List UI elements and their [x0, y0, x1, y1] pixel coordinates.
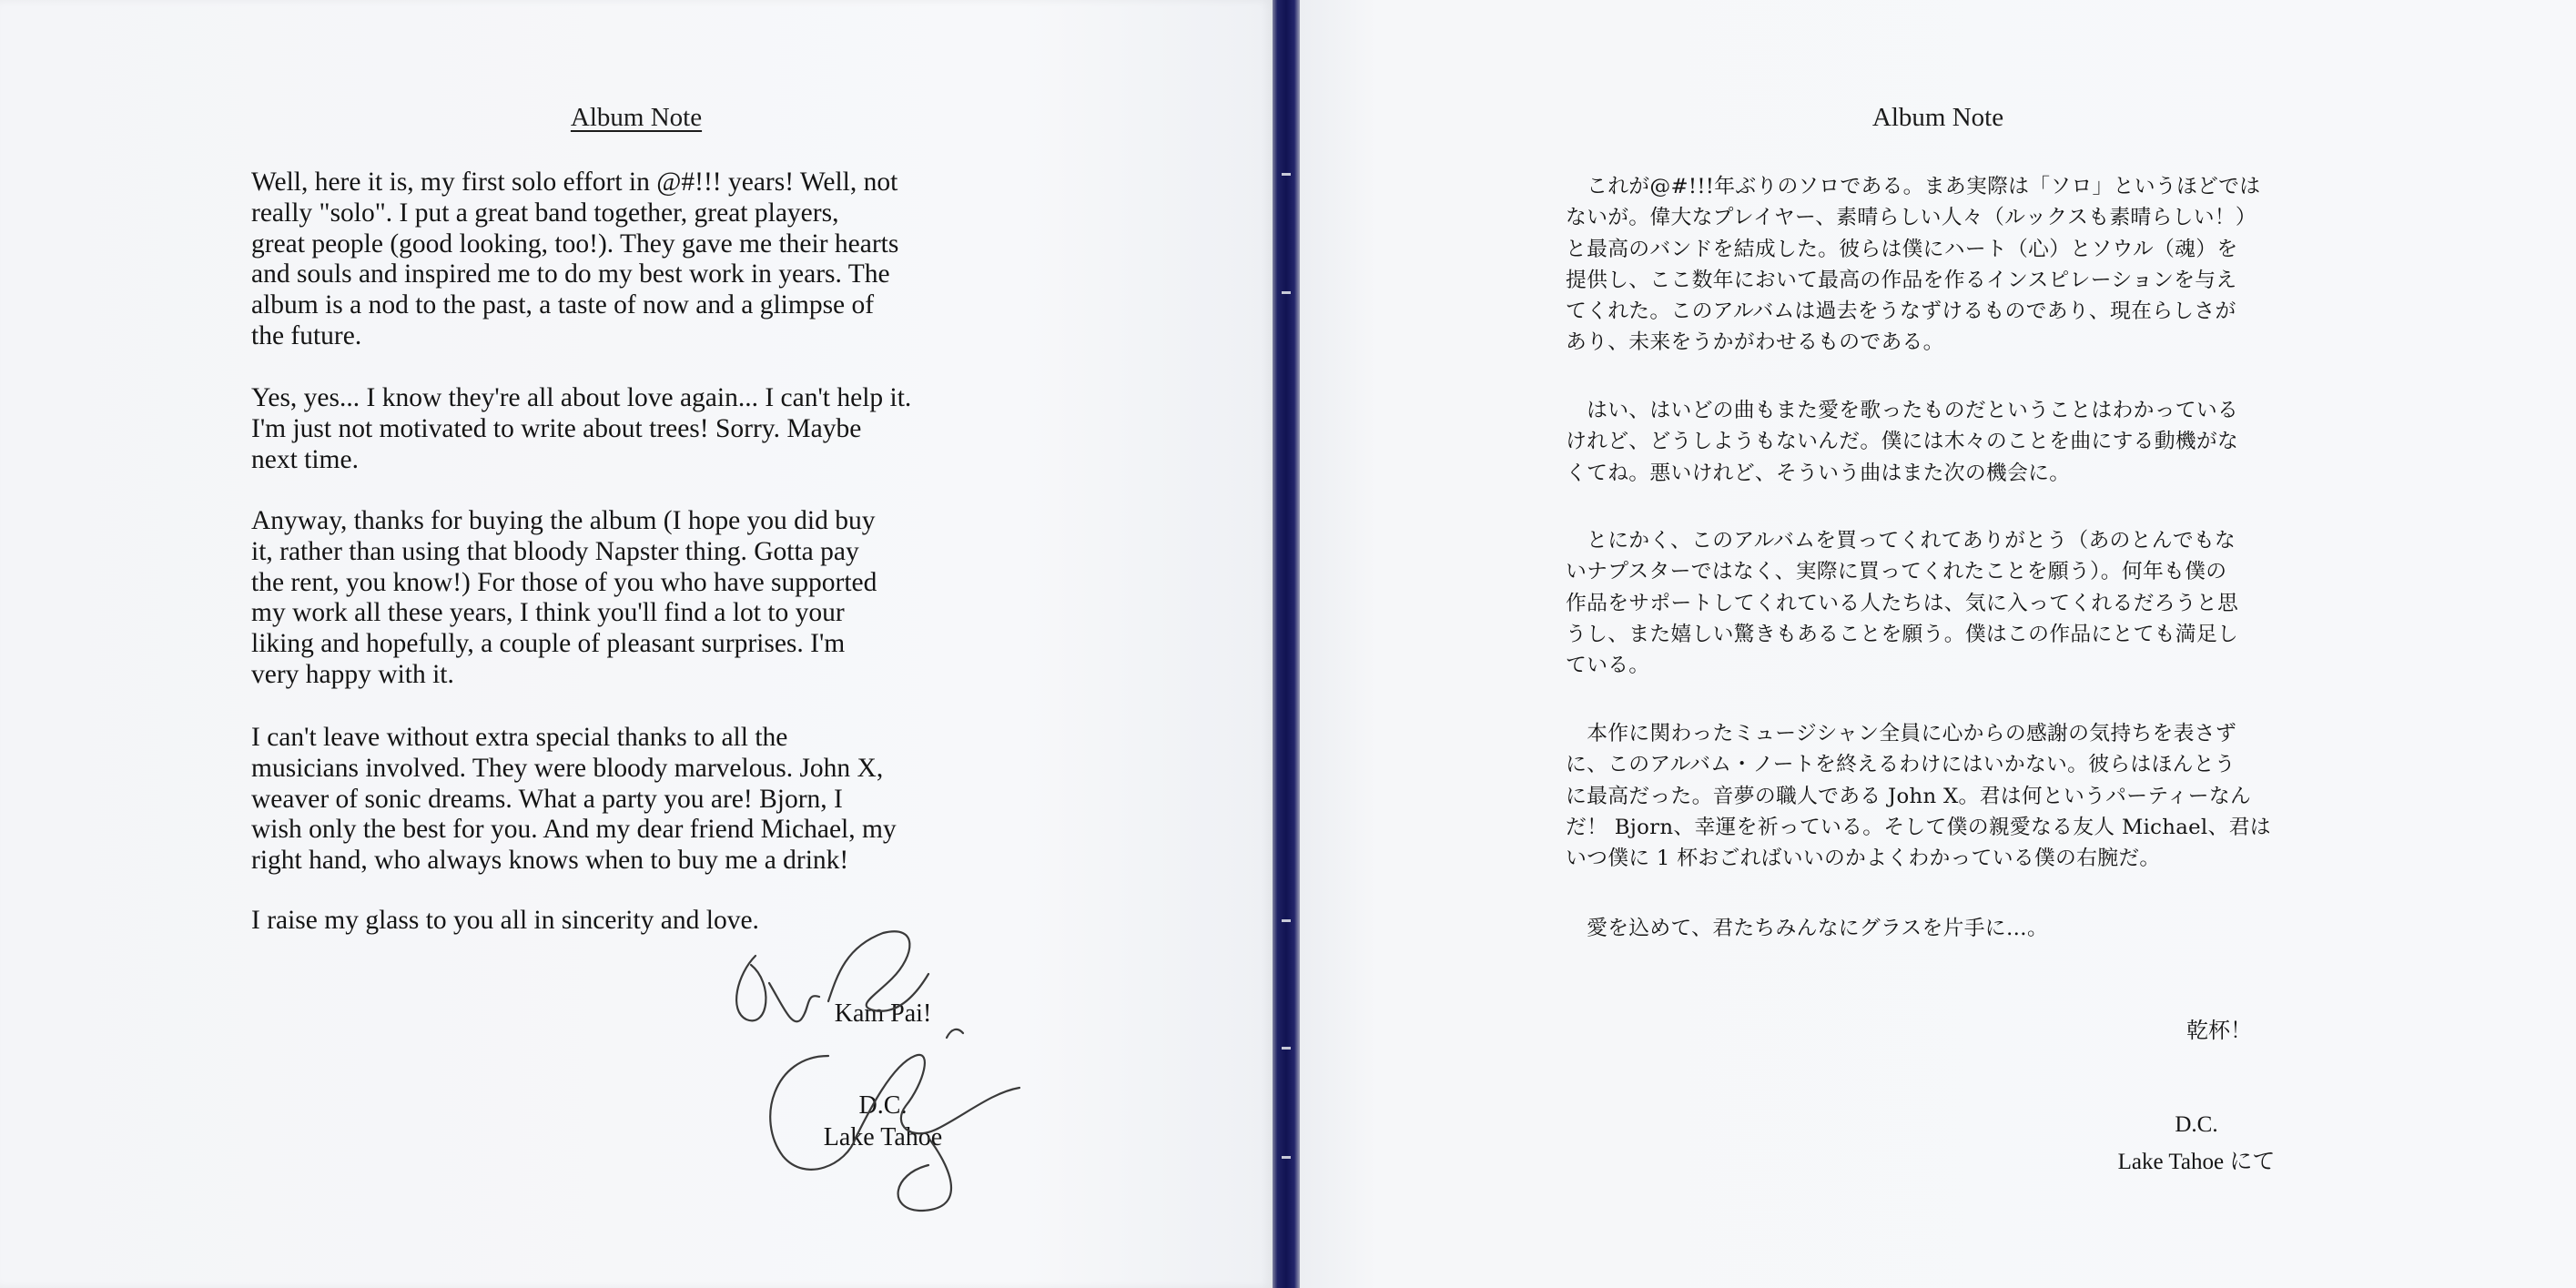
spine: [1273, 0, 1300, 1288]
spine-stitch: [1282, 919, 1291, 922]
english-paragraph-4: I can't leave without extra special thanks to all the musicians involved. They were bloody marvelous. John X, weaver of sonic dreams. What a party you are! Bjorn, I wish only the best for you. And my dear friend Michael, my right hand, who always knows when to buy me a drink!: [251, 723, 897, 876]
english-closing: Kam Pai!: [834, 999, 932, 1028]
english-paragraph-2: Yes, yes... I know they're all about love again... I can't help it. I'm just not motivated to write about trees! Sorry. Maybe next time.: [251, 383, 912, 474]
spine-stitch: [1282, 1156, 1291, 1159]
english-paragraph-3: Anyway, thanks for buying the album (I hope you did buy it, rather than using that bloody Napster thing. Gotta pay the rent, you know!) For those of you who have supported my work all these years, I think you'll find a lot to your liking and hopefully, a couple of pleasant surprises. I'm very happy with it.: [251, 506, 877, 689]
japanese-paragraph-1: これが@#!!!年ぶりのソロである。まあ実際は「ソロ」というほどでは ないが。偉大なプレイヤー、素晴らしい人々（ルックスも素晴らしい！） と最高のバンドを結成した。彼らは僕にハート（心）とソウル（魂）を 提供し、ここ数年において最高の作品を作るインスピレーションを与え てくれた。このアルバムは過去をうなずけるものであり、現在らしさが あり、未来をうかがわせるものである。: [1566, 175, 2261, 355]
english-initials: D.C.: [858, 1091, 908, 1120]
japanese-paragraph-3: とにかく、このアルバムを買ってくれてありがとう（あのとんでもな いナプスターではなく、実際に買ってくれたことを願う）。何年も僕の 作品をサポートしてくれている人たちは、気に入ってくれるだろうと思 うし、また嬉しい驚きもあることを願う。僕はこの作品にとても満足し ている。: [1566, 529, 2239, 678]
left-page-title: Album Note: [570, 103, 703, 132]
english-place: Lake Tahoe: [823, 1123, 943, 1151]
right-page: [1300, 0, 2576, 1288]
right-page-title: Album Note: [1871, 103, 2004, 132]
japanese-paragraph-2: はい、はいどの曲もまた愛を歌ったものだということはわかっている けれど、どうしようもないんだ。僕には木々のことを曲にする動機がな くてね。悪いけれど、そういう曲はまた次の機会に。: [1566, 399, 2239, 485]
japanese-place: Lake Tahoe にて: [2117, 1150, 2276, 1174]
japanese-paragraph-5: 愛を込めて、君たちみんなにグラスを片手に…。: [1566, 917, 2049, 940]
spine-stitch: [1282, 291, 1291, 294]
japanese-initials: D.C.: [2175, 1112, 2218, 1137]
japanese-closing: 乾杯！: [2186, 1018, 2252, 1043]
english-paragraph-1: Well, here it is, my first solo effort in @#!!! years! Well, not really "solo". I put a great band together, great players, great people (good looking, too!). They gave me their hearts and souls and inspired me to do my best work in years. The album is a nod to the past, a taste of now and a glimpse of the future.: [251, 167, 899, 350]
english-paragraph-5: I raise my glass to you all in sincerity and love.: [251, 906, 759, 935]
japanese-paragraph-4: 本作に関わったミュージシャン全員に心からの感謝の気持ちを表さず に、このアルバム・ノートを終えるわけにはいかない。彼らはほんとう に最高だった。音夢の職人である John X。君は何というパーティーなん だ！ Bjorn、幸運を祈っている。そして僕の親愛なる友人 Michael、君は いつ僕に 1 杯おごればいいのかよくわかっている僕の右腕だ。: [1566, 722, 2271, 871]
spine-stitch: [1282, 173, 1291, 176]
left-page: [0, 0, 1273, 1288]
spine-stitch: [1282, 1047, 1291, 1050]
handwritten-signature-icon: [719, 919, 1065, 1220]
